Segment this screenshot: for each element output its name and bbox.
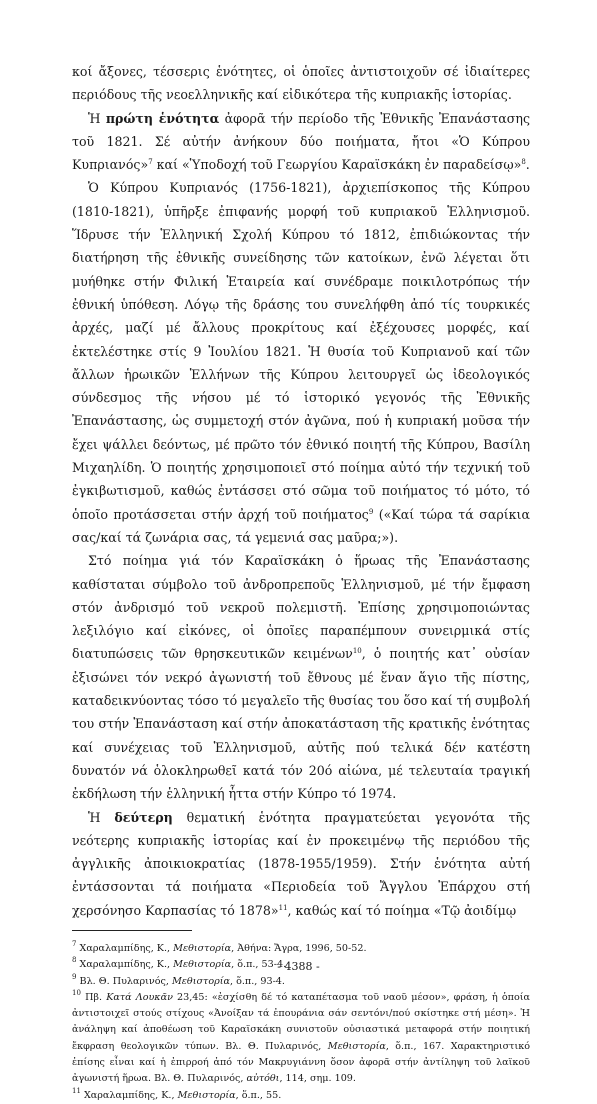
footnote-ref[interactable]: 9 [368, 507, 374, 516]
page-number: - 4388 - [277, 960, 320, 973]
text: , ὅ.π., 167. Χαρακτηριστικό ἐπίσης εἶναι καί ἡ ἐπιρροή ἀπό τόν Μακρυγιάννη ὅσον ἀφορᾶ στήν ἀντίληψη τοῦ λαϊκοῦ ἀγωνιστή ἥρωα. Βλ. Θ. Πυλαρινός, [72, 1040, 530, 1085]
italic-title: Μεθιστορία [173, 942, 232, 954]
text: Χαραλαμπίδης, Κ., [76, 942, 174, 954]
footnote-10 [72, 990, 530, 1088]
footnote-ref[interactable]: 8 [521, 158, 526, 167]
footnote-number: 8 [72, 956, 77, 965]
paragraph-karaiskakis [72, 549, 530, 805]
paragraph-kyprianos [72, 176, 530, 549]
footnote-ref[interactable]: 7 [148, 158, 153, 167]
bold-term: δεύτερη [114, 809, 173, 825]
text: καί «Ὑποδοχή τοῦ Γεωργίου Καραϊσκάκη ἐν παραδείσῳ» [152, 157, 522, 173]
text: , ὅ.π., 55. [235, 1089, 282, 1101]
text: , ὅ.π., 93-4. [229, 975, 285, 987]
footnote-number: 10 [72, 988, 81, 997]
footnote-number: 9 [72, 972, 77, 981]
text: Ὁ Κύπρου Κυπριανός (1756-1821), ἀρχιεπίσκοπος τῆς Κύπρου (1810-1821), ὑπῆρξε ἐπιφανής μορφή τοῦ κυπριακοῦ Ἑλληνισμοῦ. Ἵδρυσε τήν Ἑλληνική Σχολή Κύπρου τό 1812, ἐπιδιώκοντας τήν διατήρηση τῆς ἐθνικῆς συνείδησης τῶν κατοίκων, ἐνῶ λέγεται ὅτι μυήθηκε στήν Φιλική Ἑταιρεία καί συνέδραμε ποικιλοτρόπως τήν ἐθνική ὑπόθεση. Λόγῳ τῆς δράσης του συνελήφθη ἀπό τίς τουρκικές ἀρχές, μαζί μέ ἄλλους προκρίτους καί ἐξέχουσες μορφές, καί ἐκτελέστηκε στίς 9 Ἰουλίου 1821. Ἡ θυσία τοῦ Κυπριανοῦ καί τῶν ἄλλων ἡρωικῶν Ἑλλήνων τῆς Κύπρου λειτουργεῖ ὡς ἰδεολογικός σύνδεσμος τῆς νήσου μέ τό ἱστορικό γεγονός τῆς Ἐθνικῆς Ἐπανάστασης, ὡς συμμετοχή στόν ἀγῶνα, πού ἡ κυπριακή μοῦσα τήν ἔχει ψάλλει δεόντως, μέ πρῶτο τόν ἐθνικό ποιητή τῆς Κύπρου, Βασίλη Μιχαηλίδη. Ὁ ποιητής χρησιμοποιεῖ στό ποίημα αὐτό τήν τεχνική τοῦ ἐγκιβωτισμοῦ, καθώς ἐντάσσει στό σῶμα τοῦ ποιήματος τό μότο, τό ὁποῖο προτάσσεται στήν ἀρχή τοῦ ποιήματος [72, 180, 530, 522]
text: Χαραλαμπίδης, Κ., [76, 959, 174, 971]
footnote-7 [72, 941, 530, 957]
text: , Ἀθήνα: Ἄγρα, 1996, 50-52. [231, 942, 367, 954]
footnote-number: 7 [72, 939, 77, 948]
text: , ὁ ποιητής κατ᾽ οὐσίαν ἐξισώνει τόν νεκρό ἀγωνιστή τοῦ ἔθνους μέ ἕναν ἅγιο τῆς πίστης, καταδεικνύοντας τόσο τό μεγαλεῖο τῆς θυσίας του ὅσο καί τή συμβολή του στήν Ἐπανάσταση καί στήν ἀποκατάσταση τῆς κρατικῆς ἑνότητας καί συνέχειας τοῦ Ἑλληνισμοῦ, αὐτῆς πού τελικά δέν κατέστη δυνατόν νά ὁλοκληρωθεῖ κατά τόν 20ό αἰώνα, μέ τελευταία τραγική ἐκδήλωση τήν ἑλληνική ἧττα στήν Κύπρο τό 1974. [72, 646, 530, 802]
italic-title: Μεθιστορία [177, 1089, 236, 1101]
text: , ὅ.π., 53-4. [231, 959, 287, 971]
footnote-separator [72, 930, 192, 931]
paragraph-second-unit [72, 806, 530, 922]
text: , 114, σημ. 109. [279, 1073, 356, 1085]
text: Πβ. [80, 991, 107, 1003]
text: Ἡ [88, 809, 115, 825]
text: Ἡ [88, 110, 106, 126]
text: («Καί τώρα τά σαρίκια σας/καί τά ζωνάρια σας, τά γεμενιά σας μαῦρα;»). [72, 506, 530, 545]
italic-title: Μεθιστορία [327, 1040, 386, 1052]
italic-title: αὐτόθι [246, 1073, 280, 1085]
footnote-ref[interactable]: 11 [278, 903, 288, 912]
page-body [72, 60, 530, 1104]
footnote-11 [72, 1088, 530, 1104]
italic-title: Κατά Λουκᾶν [106, 991, 173, 1003]
text: 23,45: «ἐσχίσθη δέ τό καταπέτασμα τοῦ ναοῦ μέσον», φράση, ἡ ὁποία ἀντιστοιχεῖ στούς στίχους «Ἀνοίξαν τά ἐπουράνια σάν σεντόνι/πού σκίστηκε στή μέση». Ἡ ἀνάληψη καί ἀποθέωση τοῦ Καραϊσκάκη συνιστοῦν οὐσιαστικά μεταφορά στήν ποιητική ἔκφραση θεολογικῶν τύπων. Βλ. Θ. Πυλαρινός, [72, 991, 531, 1052]
text: . [525, 157, 530, 173]
bold-term: πρώτη ἑνότητα [105, 110, 220, 126]
text: , καθώς καί τό ποίημα «Τῷ ἀοιδίμῳ [287, 902, 517, 918]
text: Στό ποίημα γιά τόν Καραϊσκάκη ὁ ἥρωας τῆς Ἐπανάστασης καθίσταται σύμβολο τοῦ ἀνδροπρεποῦς Ἑλληνισμοῦ, μέ τήν ἔμφαση στόν ἀνδρισμό τοῦ νεκροῦ πολεμιστῆ. Ἐπίσης χρησιμοποιώντας λεξιλόγιο καί εἰκόνες, οἱ ὁποῖες παραπέμπουν συνειρμικά στίς διατυπώσεις τῶν θρησκευτικῶν κειμένων [72, 553, 530, 662]
text: θεματική ἑνότητα πραγματεύεται γεγονότα τῆς νεότερης κυπριακῆς ἱστορίας καί ἐν προκειμένῳ τῆς περιόδου τῆς ἀγγλικῆς ἀποικιοκρατίας (1878-1955/1959). Στήν ἑνότητα αὐτή ἐντάσσονται τά ποιήματα «Περιοδεία τοῦ Ἄγγλου Ἐπάρχου στή χερσόνησο Καρπασίας τό 1878» [72, 809, 531, 918]
text: Χαραλαμπίδης, Κ., [80, 1089, 178, 1101]
italic-title: Μεθιστορία [171, 975, 230, 987]
paragraph-1: κοί ἄξονες, τέσσερις ἑνότητες, οἱ ὁποῖες ἀντιστοιχοῦν σέ ἰδιαίτερες περιόδους τῆς νεοελληνικῆς καί εἰδικότερα τῆς κυπριακῆς ἱστορίας. [72, 64, 530, 103]
italic-title: Μεθιστορία [173, 959, 232, 971]
footnote-number: 11 [72, 1086, 81, 1095]
footnote-9 [72, 974, 530, 990]
footnote-ref[interactable]: 10 [352, 647, 362, 656]
text: ἀφορᾶ τήν περίοδο τῆς Ἐθνικῆς Ἐπανάστασης τοῦ 1821. Σέ αὐτήν ἀνήκουν δύο ποιήματα, ἤτοι «Ὁ Κύπρου Κυπριανός» [72, 110, 530, 173]
paragraph-first-unit [72, 107, 530, 177]
text: Βλ. Θ. Πυλαρινός, [76, 975, 172, 987]
